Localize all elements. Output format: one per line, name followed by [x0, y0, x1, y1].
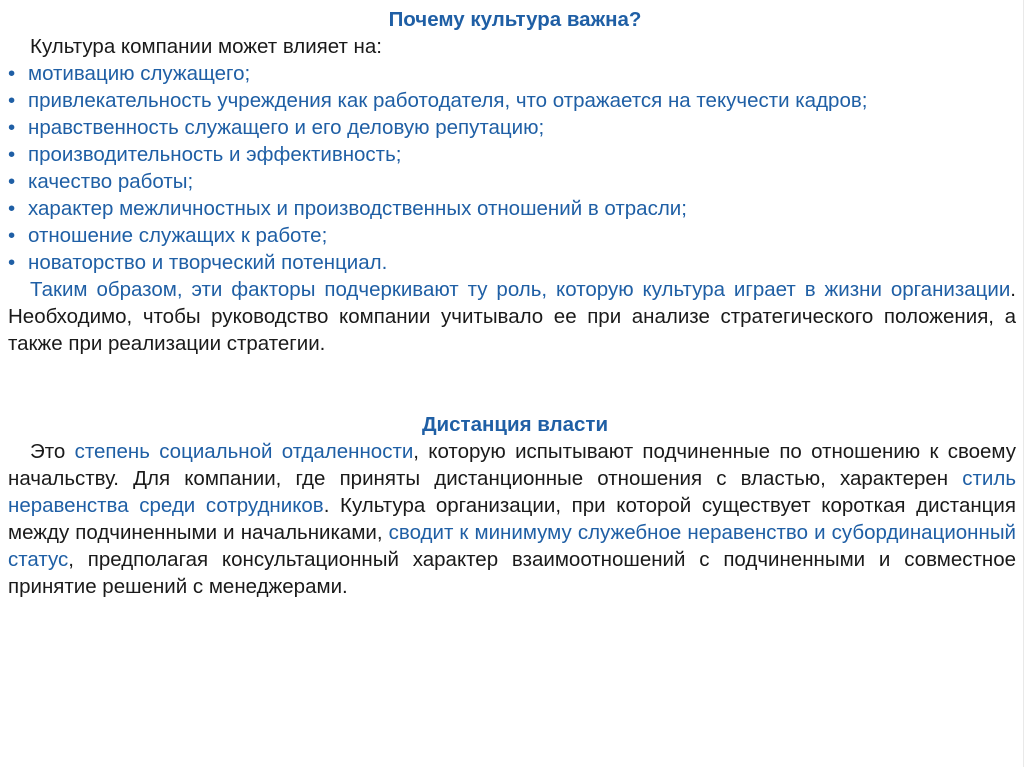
- slide-content: [8, 6, 1016, 600]
- bullet-icon: •: [8, 116, 16, 139]
- highlight-minimize-inequality: сводит к минимуму служебное неравенство и субординационный статус: [8, 521, 1016, 571]
- conclusion-paragraph: [8, 276, 1016, 357]
- intro-text: Культура компании может влияет на:: [30, 35, 382, 58]
- list-item: • привлекательность учреждения как работодателя, что отражается на текучести кадров;: [8, 89, 868, 112]
- list-item: • нравственность служащего и его деловую репутацию;: [8, 116, 545, 139]
- bullet-icon: •: [8, 62, 16, 85]
- section-title-power-distance: Дистанция власти: [421, 413, 609, 436]
- bullet-icon: •: [8, 89, 16, 112]
- section-power-distance: [8, 411, 1016, 600]
- power-distance-paragraph: Это степень социальной отдаленности, которую испытывают подчиненные по отношению к своему начальству. Для компании, где приняты дистанционные отношения с властью, характерен стиль неравенства среди сотрудников. Культура организации, при которой существует короткая дистанция между подчиненными и начальниками, сводит к минимуму служебное неравенство и субординационный статус, предполагая консультационный характер взаимоотношений с подчиненными и совместное принятие решений с менеджерами.: [8, 440, 1016, 598]
- bullet-icon: •: [8, 224, 16, 247]
- list-item: • характер межличностных и производственных отношений в отрасли;: [8, 197, 687, 220]
- conclusion-highlight: Таким образом, эти факторы подчеркивают ту роль, которую культура играет в жизни организации: [30, 278, 1011, 301]
- bullet-icon: •: [8, 170, 16, 193]
- highlight-social-distance: степень социальной отдаленности: [74, 440, 414, 463]
- list-item: • производительность и эффективность;: [8, 143, 402, 166]
- list-item: • качество работы;: [8, 170, 194, 193]
- list-item: • отношение служащих к работе;: [8, 224, 328, 247]
- bullet-icon: •: [8, 251, 16, 274]
- list-item: • мотивацию служащего;: [8, 62, 251, 85]
- bullet-icon: •: [8, 143, 16, 166]
- bullet-icon: •: [8, 197, 16, 220]
- section-title-culture: Почему культура важна?: [388, 8, 642, 31]
- list-item: • новаторство и творческий потенциал.: [8, 251, 388, 274]
- culture-influence-list: [8, 60, 1016, 276]
- highlight-inequality-style: стиль неравенства среди сотрудников: [8, 467, 1016, 517]
- conclusion-text: . Необходимо, чтобы руководство компании учитывало ее при анализе стратегического положения, а также при реализации стратегии.: [8, 278, 1016, 355]
